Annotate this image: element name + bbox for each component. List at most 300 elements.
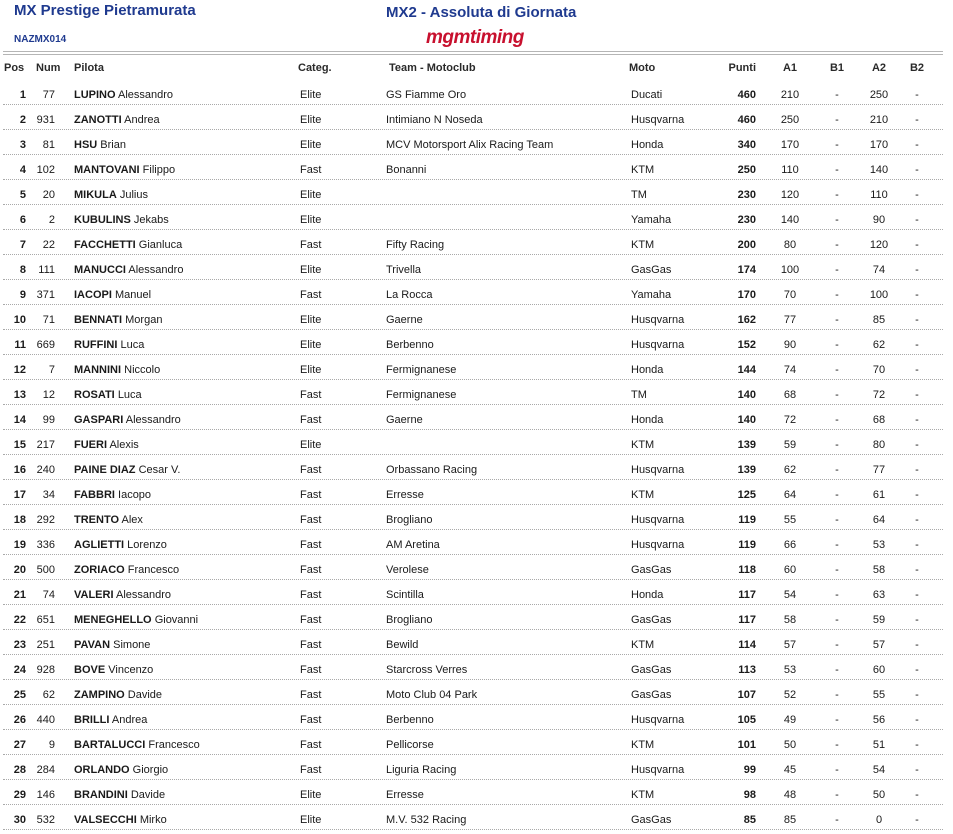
- cell-team: Fermignanese: [386, 364, 457, 376]
- cell-b1: -: [835, 439, 839, 451]
- cell-pos: 5: [19, 189, 26, 201]
- cell-a2: 110: [870, 189, 888, 201]
- cell-b1: -: [835, 339, 839, 351]
- row-dotted-separator: [3, 754, 943, 755]
- cell-pilota: [74, 439, 139, 451]
- cell-pos: 14: [13, 414, 26, 426]
- cell-moto: KTM: [631, 164, 655, 176]
- cell-a1: 85: [783, 814, 797, 826]
- cell-a1: 64: [783, 489, 797, 501]
- cell-a2: 77: [872, 464, 886, 476]
- rider-firstname: Simone: [113, 639, 151, 651]
- cell-pos: 7: [19, 239, 26, 251]
- cell-pos: 2: [19, 114, 26, 126]
- cell-num: 62: [42, 689, 55, 701]
- cell-punti: 139: [737, 464, 756, 476]
- rider-firstname: Andrea: [111, 714, 148, 726]
- cell-categ: Elite: [300, 814, 322, 826]
- row-dotted-separator: [3, 254, 943, 255]
- cell-pos: 30: [13, 814, 26, 826]
- rider-firstname: Filippo: [142, 164, 176, 176]
- cell-categ: Fast: [300, 464, 322, 476]
- row-dotted-separator: [3, 604, 943, 605]
- cell-b2: -: [915, 664, 919, 676]
- cell-num: 292: [36, 514, 55, 526]
- cell-b2: -: [915, 389, 919, 401]
- cell-b2: -: [915, 439, 919, 451]
- cell-punti: 174: [737, 264, 756, 276]
- cell-categ: Fast: [300, 164, 322, 176]
- cell-pilota: [74, 214, 169, 226]
- cell-punti: 99: [743, 764, 756, 776]
- cell-categ: Fast: [300, 289, 322, 301]
- rider-surname: FUERI: [74, 439, 107, 451]
- mgmtiming-logo: mgmtiming: [426, 27, 524, 48]
- cell-b2: -: [915, 539, 919, 551]
- cell-a1: 77: [783, 314, 797, 326]
- cell-punti: 101: [737, 739, 756, 751]
- cell-moto: Honda: [631, 414, 664, 426]
- col-header-moto: Moto: [629, 62, 656, 74]
- cell-punti: 460: [737, 114, 756, 126]
- cell-b1: -: [835, 164, 839, 176]
- row-dotted-separator: [3, 404, 943, 405]
- cell-moto: Husqvarna: [631, 539, 685, 551]
- row-dotted-separator: [3, 154, 943, 155]
- rider-surname: ZORIACO: [74, 564, 125, 576]
- cell-a1: 72: [783, 414, 797, 426]
- cell-a1: 50: [783, 739, 797, 751]
- row-dotted-separator: [3, 129, 943, 130]
- cell-b1: -: [835, 389, 839, 401]
- cell-moto: Husqvarna: [631, 514, 685, 526]
- cell-a2: 54: [872, 764, 886, 776]
- cell-b2: -: [915, 714, 919, 726]
- cell-pilota: [74, 789, 165, 801]
- cell-pos: 23: [13, 639, 26, 651]
- cell-pos: 8: [19, 264, 26, 276]
- cell-num: 284: [36, 764, 55, 776]
- cell-pos: 18: [13, 514, 26, 526]
- cell-b2: -: [915, 564, 919, 576]
- cell-a2: 53: [872, 539, 886, 551]
- rider-surname: ZAMPINO: [74, 689, 125, 701]
- cell-a1: 250: [780, 114, 800, 126]
- cell-team: AM Aretina: [386, 539, 440, 551]
- cell-punti: 98: [743, 789, 756, 801]
- cell-pilota: [74, 189, 148, 201]
- row-dotted-separator: [3, 479, 943, 480]
- cell-punti: 139: [737, 439, 756, 451]
- rider-firstname: Alessandro: [118, 89, 174, 101]
- cell-categ: Elite: [300, 439, 322, 451]
- cell-b1: -: [835, 539, 839, 551]
- cell-b2: -: [915, 789, 919, 801]
- cell-a2: 74: [872, 264, 886, 276]
- cell-b2: -: [915, 814, 919, 826]
- cell-team: Starcross Verres: [386, 664, 468, 676]
- rider-firstname: Alexis: [109, 439, 139, 451]
- cell-num: 669: [36, 339, 55, 351]
- cell-team: Erresse: [386, 489, 424, 501]
- cell-pilota: [74, 339, 144, 351]
- cell-punti: 460: [737, 89, 756, 101]
- cell-team: Gaerne: [386, 414, 423, 426]
- cell-moto: TM: [631, 389, 647, 401]
- cell-a1: 74: [783, 364, 797, 376]
- cell-b2: -: [915, 89, 919, 101]
- cell-moto: Husqvarna: [631, 114, 685, 126]
- cell-pilota: [74, 414, 181, 426]
- cell-punti: 170: [737, 289, 756, 301]
- cell-b1: -: [835, 664, 839, 676]
- cell-num: 651: [36, 614, 55, 626]
- rider-firstname: Davide: [130, 789, 166, 801]
- cell-b2: -: [915, 489, 919, 501]
- rider-surname: LUPINO: [74, 89, 116, 101]
- cell-pos: 29: [13, 789, 26, 801]
- cell-b1: -: [835, 239, 839, 251]
- cell-categ: Elite: [300, 314, 322, 326]
- cell-a2: 56: [872, 714, 886, 726]
- cell-b2: -: [915, 364, 919, 376]
- cell-punti: 162: [737, 314, 756, 326]
- col-header-b2: B2: [909, 62, 925, 74]
- col-header-team: Team - Motoclub: [389, 62, 476, 74]
- cell-b2: -: [915, 689, 919, 701]
- cell-team: Brogliano: [386, 614, 433, 626]
- cell-team: GS Fiamme Oro: [386, 89, 467, 101]
- cell-a1: 57: [783, 639, 797, 651]
- rider-surname: FABBRI: [74, 489, 115, 501]
- cell-b1: -: [835, 564, 839, 576]
- cell-categ: Fast: [300, 689, 322, 701]
- rider-firstname: Luca: [120, 339, 145, 351]
- rider-surname: BENNATI: [74, 314, 123, 326]
- cell-moto: KTM: [631, 489, 655, 501]
- cell-b1: -: [835, 764, 839, 776]
- rider-surname: VALERI: [74, 589, 114, 601]
- cell-a2: 50: [872, 789, 886, 801]
- cell-a2: 0: [875, 814, 883, 826]
- cell-team: Verolese: [386, 564, 429, 576]
- cell-moto: Yamaha: [631, 214, 672, 226]
- rider-surname: PAINE DIAZ: [74, 464, 136, 476]
- cell-b2: -: [915, 289, 919, 301]
- row-dotted-separator: [3, 504, 943, 505]
- cell-b2: -: [915, 239, 919, 251]
- cell-pilota: [74, 639, 150, 651]
- cell-num: 371: [36, 289, 55, 301]
- cell-b2: -: [915, 139, 919, 151]
- cell-pos: 20: [13, 564, 26, 576]
- cell-num: 240: [36, 464, 55, 476]
- cell-moto: KTM: [631, 239, 655, 251]
- cell-team: Scintilla: [386, 589, 424, 601]
- cell-a1: 100: [780, 264, 800, 276]
- cell-a2: 63: [872, 589, 886, 601]
- cell-team: Moto Club 04 Park: [386, 689, 478, 701]
- cell-pos: 15: [13, 439, 26, 451]
- cell-punti: 114: [738, 639, 756, 651]
- cell-punti: 117: [738, 589, 756, 601]
- cell-punti: 119: [738, 514, 756, 526]
- cell-team: Bewild: [386, 639, 419, 651]
- cell-pos: 28: [13, 764, 26, 776]
- row-dotted-separator: [3, 579, 943, 580]
- rider-firstname: Andrea: [124, 114, 160, 126]
- cell-pilota: [74, 514, 143, 526]
- cell-moto: KTM: [631, 439, 655, 451]
- rider-firstname: Jekabs: [133, 214, 169, 226]
- cell-punti: 152: [737, 339, 756, 351]
- cell-a2: 60: [872, 664, 886, 676]
- cell-categ: Fast: [300, 739, 322, 751]
- cell-a2: 140: [869, 164, 889, 176]
- cell-num: 146: [36, 789, 55, 801]
- cell-pos: 13: [13, 389, 26, 401]
- cell-pos: 12: [13, 364, 26, 376]
- cell-a1: 45: [783, 764, 797, 776]
- cell-b1: -: [835, 514, 839, 526]
- cell-punti: 107: [737, 689, 756, 701]
- cell-pilota: [74, 264, 183, 276]
- cell-pilota: [74, 764, 168, 776]
- cell-b1: -: [835, 589, 839, 601]
- cell-categ: Fast: [300, 414, 322, 426]
- cell-pilota: [74, 464, 180, 476]
- rider-firstname: Gianluca: [138, 239, 183, 251]
- cell-a1: 59: [783, 439, 797, 451]
- cell-a1: 49: [783, 714, 797, 726]
- cell-a1: 55: [783, 514, 797, 526]
- rider-firstname: Davide: [127, 689, 163, 701]
- cell-b2: -: [915, 189, 919, 201]
- cell-a2: 68: [872, 414, 886, 426]
- cell-moto: GasGas: [631, 264, 672, 276]
- cell-a2: 61: [872, 489, 886, 501]
- row-dotted-separator: [3, 454, 943, 455]
- cell-categ: Fast: [300, 389, 322, 401]
- cell-punti: 340: [737, 139, 756, 151]
- cell-pilota: [74, 664, 153, 676]
- cell-punti: 117: [738, 614, 756, 626]
- rider-surname: ROSATI: [74, 389, 115, 401]
- cell-moto: GasGas: [631, 564, 672, 576]
- cell-team: Berbenno: [386, 339, 434, 351]
- cell-a1: 110: [781, 164, 799, 176]
- cell-num: 9: [48, 739, 55, 751]
- cell-pos: 1: [19, 89, 26, 101]
- cell-a1: 48: [783, 789, 797, 801]
- cell-team: Trivella: [386, 264, 422, 276]
- rider-surname: KUBULINS: [74, 214, 131, 226]
- cell-a2: 55: [872, 689, 886, 701]
- cell-a2: 72: [872, 389, 886, 401]
- row-dotted-separator: [3, 304, 943, 305]
- cell-a2: 85: [872, 314, 886, 326]
- col-header-punti: Punti: [728, 62, 756, 74]
- cell-num: 71: [42, 314, 55, 326]
- cell-num: 532: [36, 814, 55, 826]
- cell-a1: 140: [780, 214, 800, 226]
- cell-categ: Fast: [300, 614, 322, 626]
- rider-firstname: Alex: [121, 514, 143, 526]
- row-dotted-separator: [3, 804, 943, 805]
- col-header-pilota: Pilota: [74, 62, 104, 74]
- rider-surname: MANTOVANI: [74, 164, 140, 176]
- cell-pilota: [74, 564, 179, 576]
- cell-a1: 60: [783, 564, 797, 576]
- cell-a1: 54: [783, 589, 797, 601]
- row-dotted-separator: [3, 179, 943, 180]
- cell-b1: -: [835, 814, 839, 826]
- cell-team: Pellicorse: [386, 739, 434, 751]
- cell-b1: -: [835, 264, 839, 276]
- cell-moto: Ducati: [631, 89, 663, 101]
- cell-b1: -: [835, 139, 839, 151]
- cell-num: 336: [36, 539, 55, 551]
- cell-pilota: [74, 714, 147, 726]
- cell-categ: Elite: [300, 339, 322, 351]
- cell-pilota: [74, 539, 167, 551]
- cell-pilota: [74, 164, 175, 176]
- cell-punti: 140: [737, 389, 756, 401]
- cell-num: 928: [36, 664, 55, 676]
- rider-firstname: Vincenzo: [108, 664, 154, 676]
- cell-pilota: [74, 89, 173, 101]
- rider-surname: GASPARI: [74, 414, 124, 426]
- cell-b1: -: [835, 89, 839, 101]
- rider-firstname: Francesco: [148, 739, 200, 751]
- rider-firstname: Manuel: [114, 289, 152, 301]
- cell-num: 2: [48, 214, 55, 226]
- cell-team: Bonanni: [386, 164, 427, 176]
- rider-firstname: Giorgio: [132, 764, 169, 776]
- cell-moto: Husqvarna: [631, 714, 685, 726]
- cell-categ: Elite: [300, 364, 322, 376]
- cell-team: MCV Motorsport Alix Racing Team: [386, 139, 554, 151]
- cell-punti: 144: [737, 364, 756, 376]
- cell-pilota: [74, 614, 198, 626]
- row-dotted-separator: [3, 204, 943, 205]
- cell-categ: Fast: [300, 639, 322, 651]
- rider-firstname: Alessandro: [115, 589, 172, 601]
- cell-num: 102: [36, 164, 55, 176]
- cell-moto: GasGas: [631, 689, 672, 701]
- cell-b1: -: [835, 464, 839, 476]
- cell-b1: -: [835, 114, 839, 126]
- cell-a2: 120: [869, 239, 889, 251]
- cell-b2: -: [915, 589, 919, 601]
- cell-moto: Husqvarna: [631, 764, 685, 776]
- cell-categ: Elite: [300, 114, 322, 126]
- cell-a2: 70: [872, 364, 886, 376]
- cell-moto: Honda: [631, 139, 664, 151]
- cell-a2: 210: [869, 114, 889, 126]
- header-divider-top: [3, 51, 943, 52]
- cell-pos: 26: [13, 714, 26, 726]
- cell-categ: Fast: [300, 564, 322, 576]
- cell-b1: -: [835, 639, 839, 651]
- rider-firstname: Morgan: [125, 314, 163, 326]
- cell-b1: -: [835, 614, 839, 626]
- cell-punti: 118: [738, 564, 756, 576]
- cell-categ: Elite: [300, 189, 322, 201]
- cell-a2: 170: [869, 139, 889, 151]
- cell-b2: -: [915, 514, 919, 526]
- rider-surname: MIKULA: [74, 189, 117, 201]
- race-title: MX2 - Assoluta di Giornata: [386, 4, 577, 21]
- cell-num: 77: [42, 89, 55, 101]
- cell-a1: 170: [780, 139, 800, 151]
- rider-surname: PAVAN: [74, 639, 111, 651]
- rider-firstname: Niccolo: [124, 364, 161, 376]
- cell-a2: 64: [872, 514, 886, 526]
- cell-b2: -: [915, 739, 919, 751]
- cell-a2: 62: [872, 339, 886, 351]
- cell-pos: 24: [13, 664, 26, 676]
- cell-team: Fifty Racing: [386, 239, 445, 251]
- cell-num: 74: [42, 589, 55, 601]
- cell-a2: 51: [872, 739, 886, 751]
- cell-team: La Rocca: [386, 289, 433, 301]
- rider-firstname: Julius: [119, 189, 148, 201]
- cell-moto: KTM: [631, 739, 655, 751]
- cell-pos: 25: [13, 689, 26, 701]
- row-dotted-separator: [3, 379, 943, 380]
- cell-num: 440: [36, 714, 55, 726]
- cell-a1: 53: [783, 664, 797, 676]
- row-dotted-separator: [3, 779, 943, 780]
- row-dotted-separator: [3, 104, 943, 105]
- cell-b1: -: [835, 414, 839, 426]
- row-dotted-separator: [3, 704, 943, 705]
- cell-a1: 90: [783, 339, 797, 351]
- cell-num: 217: [36, 439, 55, 451]
- rider-surname: MANNINI: [74, 364, 122, 376]
- cell-pos: 3: [19, 139, 26, 151]
- cell-num: 500: [36, 564, 55, 576]
- cell-b2: -: [915, 764, 919, 776]
- cell-b1: -: [835, 189, 839, 201]
- rider-surname: BOVE: [74, 664, 106, 676]
- row-dotted-separator: [3, 329, 943, 330]
- cell-categ: Fast: [300, 489, 322, 501]
- rider-firstname: Mirko: [139, 814, 167, 826]
- cell-moto: Husqvarna: [631, 464, 685, 476]
- cell-pos: 11: [14, 339, 26, 351]
- cell-a1: 66: [783, 539, 797, 551]
- cell-num: 99: [42, 414, 55, 426]
- cell-pilota: [74, 364, 160, 376]
- rider-surname: VALSECCHI: [74, 814, 137, 826]
- cell-pilota: [74, 314, 162, 326]
- cell-team: Liguria Racing: [386, 764, 457, 776]
- rider-surname: IACOPI: [74, 289, 112, 301]
- cell-categ: Fast: [300, 764, 322, 776]
- cell-pilota: [74, 389, 142, 401]
- cell-punti: 230: [737, 189, 756, 201]
- cell-categ: Fast: [300, 664, 322, 676]
- rider-firstname: Luca: [117, 389, 142, 401]
- cell-a1: 68: [783, 389, 797, 401]
- cell-a2: 58: [872, 564, 886, 576]
- row-dotted-separator: [3, 529, 943, 530]
- cell-punti: 230: [737, 214, 756, 226]
- col-header-pos: Pos: [4, 62, 25, 74]
- cell-num: 931: [36, 114, 55, 126]
